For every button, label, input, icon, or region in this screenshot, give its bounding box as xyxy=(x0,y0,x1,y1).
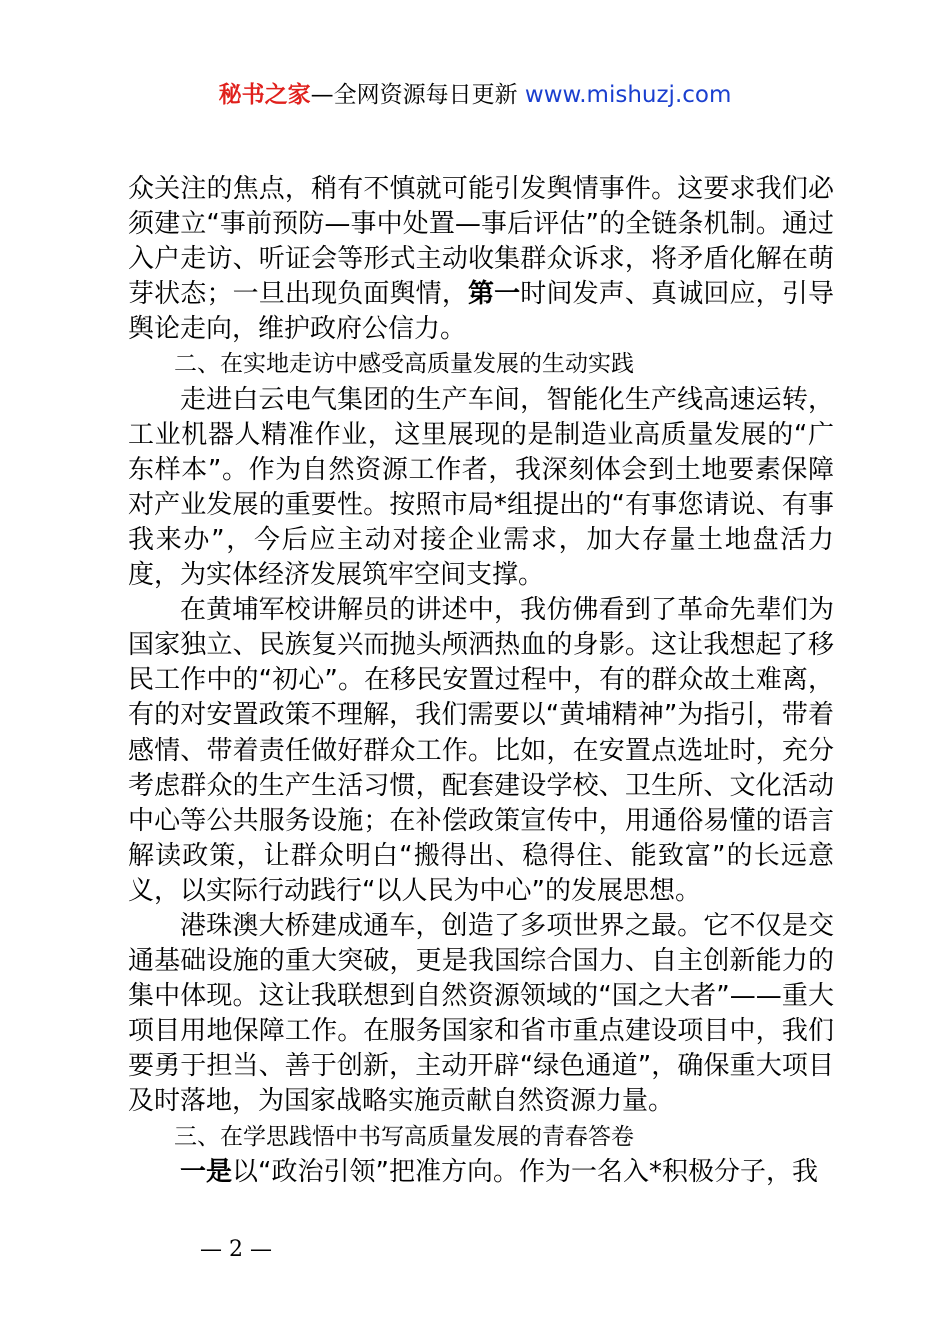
section-heading-3: 三、在学思践悟中书写高质量发展的青春答卷 xyxy=(174,1123,634,1150)
paragraph-text: 众关注的焦点，稍有不慎就可能引发舆情事件。这要求我们必须建立“事前预防—事中处置—事后评估”的全链条机制。通过入户走访、听证会等形式主动收集群众诉求，将矛盾化解在萌芽状态；一旦出现负面舆情， xyxy=(128,174,834,310)
site-header xyxy=(0,78,950,112)
bold-emphasis: 第一 xyxy=(467,279,521,310)
paragraph-whampoa: 在黄埔军校讲解员的讲述中，我仿佛看到了革命先辈们为国家独立、民族复兴而抛头颅洒热血的身影。这让我想起了移民工作中的“初心”。在移民安置过程中，有的群众故土难离，有的对安置政策不理解，我们需要以“黄埔精神”为指引，带着感情、带着责任做好群众工作。比如，在安置点选址时，充分考虑群众的生产生活习惯，配套建设学校、卫生所、文化活动中心等公共服务设施；在补偿政策宣传中，用通俗易懂的语言解读政策，让群众明白“搬得出、稳得住、能致富”的长远意义，以实际行动践行“以人民为中心”的发展思想。 xyxy=(128,595,834,906)
document-body xyxy=(128,172,834,1190)
paragraph-text: 时间发声、真诚回应，引导舆论走向，维护政府公信力。 xyxy=(128,279,834,345)
section-heading-2: 二、在实地走访中感受高质量发展的生动实践 xyxy=(174,351,634,378)
page-number: — 2 — xyxy=(200,1237,272,1262)
site-tagline: —全网资源每日更新 xyxy=(310,82,525,108)
paragraph-continuation xyxy=(128,172,834,347)
paragraph-factory-visit: 走进白云电气集团的生产车间，智能化生产线高速运转，工业机器人精准作业，这里展现的是制造业高质量发展的“广东样本”。作为自然资源工作者，我深刻体会到土地要素保障对产业发展的重要性。按照市局*组提出的“有事您请说、有事我来办”，今后应主动对接企业需求，加大存量土地盘活力度，为实体经济发展筑牢空间支撑。 xyxy=(128,384,834,591)
paragraph-first-point xyxy=(128,1155,834,1190)
site-name: 秘书之家 xyxy=(218,82,311,108)
site-url-link[interactable]: www.mishuzj.com xyxy=(524,82,732,108)
paragraph-text: 以“政治引领”把准方向。作为一名入*积极分子，我 xyxy=(232,1156,818,1187)
paragraph-bridge: 港珠澳大桥建成通车，创造了多项世界之最。它不仅是交通基础设施的重大突破，更是我国综合国力、自主创新能力的集中体现。这让我联想到自然资源领域的“国之大者”——重大项目用地保障工作。在服务国家和省市重点建设项目中，我们要勇于担当、善于创新，主动开辟“绿色通道”，确保重大项目及时落地，为国家战略实施贡献自然资源力量。 xyxy=(128,910,834,1117)
bold-emphasis: 一是 xyxy=(180,1156,233,1187)
